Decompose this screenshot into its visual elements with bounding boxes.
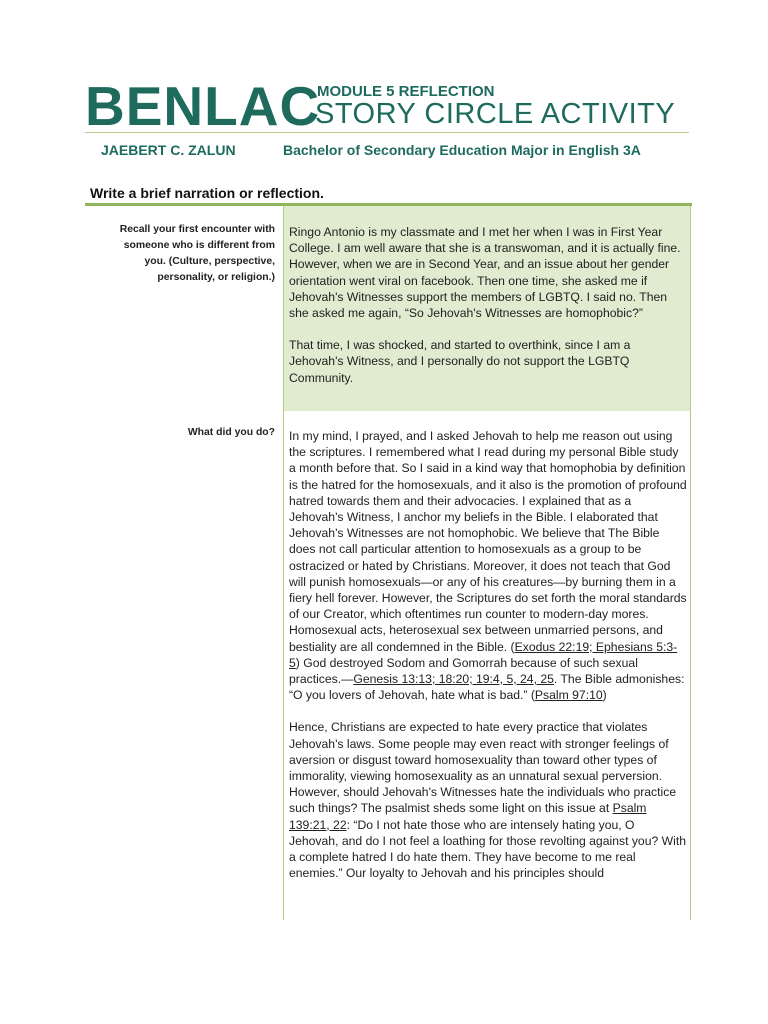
brand-logo-text: BENLAC xyxy=(85,75,321,137)
answer-paragraph: That time, I was shocked, and started to overthink, since I am a Jehovah's Witness, and I personally do not support the LGBTQ Community. xyxy=(289,338,631,385)
answer-paragraph xyxy=(289,428,687,703)
instruction-heading: Write a brief narration or reflection. xyxy=(90,185,324,201)
student-name: JAEBERT C. ZALUN xyxy=(101,142,236,158)
answer-paragraph: Ringo Antonio is my classmate and I met her when I was in First Year College. I am well aware that she is a transwoman, and it is actually fine. However, when we are in Second Year, and an issue about her gender orientation went viral on facebook. Then one time, she asked me if Jehovah's Witnesses support the members of LGBTQ. I said no. Then she asked me again, “So Jehovah's Witnesses are homophobic?” xyxy=(289,225,681,321)
scripture-reference-link[interactable]: Exodus 22:19; Ephesians 5:3-5 xyxy=(289,639,678,670)
student-program: Bachelor of Secondary Education Major in English 3A xyxy=(283,142,641,158)
answer-first-encounter xyxy=(289,224,687,386)
activity-title: STORY CIRCLE ACTIVITY xyxy=(315,98,676,130)
header-divider xyxy=(85,132,689,133)
answer-text: ) God destroyed Sodom and Gomorrah because of such sexual practices.— xyxy=(289,655,638,687)
scripture-reference-link[interactable]: Psalm 97:10 xyxy=(534,688,603,703)
page-header xyxy=(85,75,690,137)
answer-text: In my mind, I prayed, and I asked Jehovah to help me reason out using the scriptures. I remembered what I read during my personal Bible study a month before that. So I said in a kind way that homophobia by definition is the hatred for the homosexuals, and it also is the promotion of profound hatred towards them and their advocacies. I explained that as a Jehovah's Witness, I anchor my beliefs in the Bible. I elaborated that Jehovah's Witnesses are not homophobic. We believe that The Bible does not call particular attention to homosexuals as a group to be ostracized or hated by Christians. Moreover, it does not teach that God will punish homosexuals—or any of his creatures—by burning them in a fiery hell forever. However, the Scriptures do set forth the moral standards of our Creator, which oftentimes run counter to modern-day mores. Homosexual acts, heterosexual sex between unmarried persons, and bestiality are all condemned in the Bible. ( xyxy=(289,429,687,654)
question-first-encounter: Recall your first encounter with someone who is different from you. (Culture, perspective, personality, or religion.) xyxy=(119,224,275,283)
module-label: MODULE 5 REFLECTION xyxy=(317,83,495,100)
scripture-reference-link[interactable]: Genesis 13:13; 18:20; 19:4, 5, 24, 25 xyxy=(353,672,554,687)
answer-text: : “Do I not hate those who are intensely hating you, O Jehovah, and do I not feel a loathing for those revolting against you? With a complete hatred I do hate them. They have become to me real enemies.” Our loyalty to Jehovah and his principles should xyxy=(289,817,687,881)
answer-what-did-you-do xyxy=(289,428,687,881)
question-what-did-you-do: What did you do? xyxy=(187,427,275,438)
answer-text: ) xyxy=(602,688,607,703)
scripture-reference-link[interactable]: Psalm 139:21, 22 xyxy=(289,801,647,832)
answer-text: Hence, Christians are expected to hate every practice that violates Jehovah's laws. Some people may even react with stronger feelings of aversion or disgust toward homosexuality than toward other types of immorality, viewing homosexuality as an unnatural sexual perversion. However, should Jehovah's Witnesses hate the individuals who practice such things? The psalmist sheds some light on this issue at xyxy=(289,720,677,816)
answer-paragraph xyxy=(289,719,687,881)
answer-text: . The Bible admonishes: “O you lovers of Jehovah, hate what is bad.” ( xyxy=(289,672,685,703)
